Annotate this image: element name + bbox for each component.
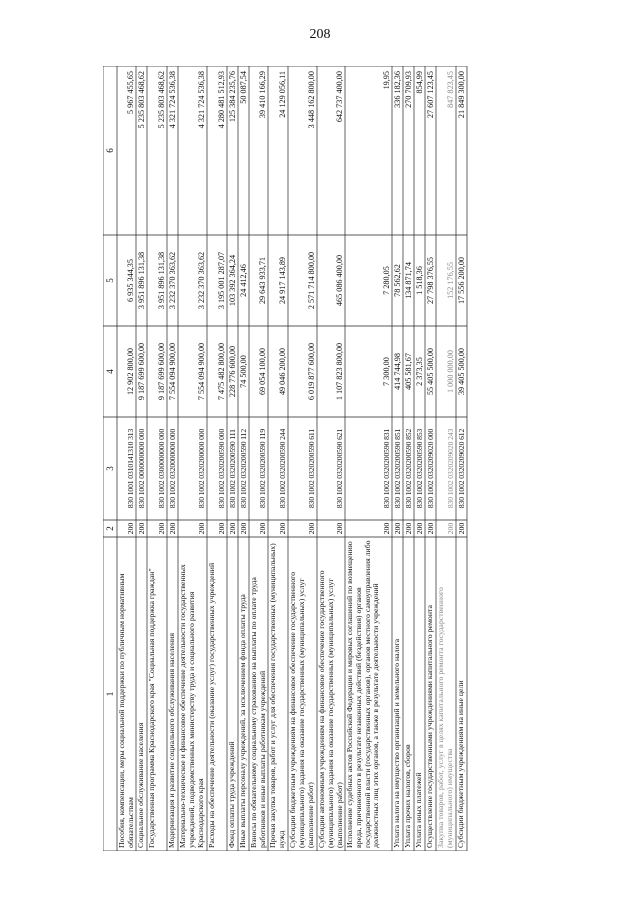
row-remaining-amount: 5 235 803 468,62: [137, 71, 146, 129]
row-description: Модернизация и развитие социального обслуживания населения: [167, 633, 176, 848]
row-executed-amount: 152 176,55: [446, 262, 455, 299]
row-kbk: 830 1002 0320200590 621: [335, 428, 344, 509]
row-remaining-amount: 847 823,45: [446, 71, 455, 108]
row-plan-amount: 7 554 094 900,00: [168, 342, 177, 401]
row-remaining-amount: 270 709,93: [404, 71, 413, 108]
row-plan-amount: 7 475 482 800,00: [217, 342, 226, 401]
row-kbk: 830 1002 0320200590 111: [228, 429, 237, 508]
row-description: Прочая закупка товаров, работ и услуг для обеспечения государственных (муниципальных) нужд: [268, 543, 286, 848]
row-remaining-amount: 854,99: [415, 71, 424, 94]
row-remaining-amount: 336 182,36: [393, 71, 402, 108]
row-code: 200: [446, 522, 455, 535]
row-kbk: 830 1002 0320200590 611: [307, 428, 316, 509]
row-executed-amount: 2 571 714 800,00: [307, 251, 316, 310]
row-plan-amount: 1 107 823 800,00: [335, 342, 344, 401]
row-remaining-amount: 19,95: [382, 71, 391, 90]
row-code: 200: [217, 522, 226, 535]
row-remaining-amount: 4 321 724 536,38: [197, 71, 206, 129]
row-description: Уплата иных платежей: [414, 772, 423, 848]
row-description: Пособия, компенсации, меры социальной поддержки по публичным нормативным обязательствам: [117, 573, 135, 848]
row-executed-amount: 24 412,46: [239, 264, 248, 297]
row-description: Социальное обслуживание населения: [136, 722, 145, 848]
row-code: 200: [382, 522, 391, 535]
header-col-6: 6: [105, 148, 115, 153]
row-code: 200: [278, 522, 287, 535]
row-code: 200: [335, 522, 344, 535]
row-description: Исполнение судебных актов Российской Федерации и мировых соглашений по возмещению вреда, причиненного в результате незаконных действий (бездействия) органов государственной власти (государственных органов), органов местного самоуправления либо должностных лиц этих органов, а также в результате деятельности учреждений: [345, 540, 381, 848]
header-col-1: 1: [104, 691, 115, 697]
row-plan-amount: 55 405 500,00: [426, 347, 435, 396]
row-description: Иные выплаты персоналу учреждений, за исключением фонда оплаты труда: [238, 594, 247, 848]
row-code: 200: [239, 522, 248, 535]
row-executed-amount: 134 871,74: [404, 262, 413, 299]
row-code: 200: [157, 522, 166, 535]
row-kbk: 830 1002 0320200590 853: [415, 428, 424, 509]
row-plan-amount: 12 902 800,00: [126, 347, 135, 396]
row-code: 200: [404, 522, 413, 535]
row-kbk: 830 1002 0320200000 000: [197, 428, 206, 509]
row-executed-amount: 27 798 376,55: [426, 256, 435, 305]
row-remaining-amount: 50 087,54: [239, 71, 248, 104]
row-kbk: 830 1002 0320200590 119: [258, 428, 267, 509]
row-plan-amount: 7 554 094 900,00: [197, 342, 206, 401]
row-kbk: 830 1002 0320000000 000: [168, 428, 177, 509]
row-executed-amount: 3 232 370 363,62: [197, 251, 206, 310]
row-plan-amount: 7 300,00: [382, 357, 391, 386]
row-executed-amount: 78 562,62: [393, 264, 402, 297]
row-plan-amount: 2 373,35: [415, 357, 424, 386]
row-remaining-amount: 125 384 235,76: [228, 71, 237, 123]
row-plan-amount: 405 581,67: [404, 353, 413, 390]
row-kbk: 830 1002 0320209020 612: [457, 428, 466, 509]
row-executed-amount: 7 280,05: [382, 266, 391, 295]
header-col-5: 5: [105, 278, 115, 283]
budget-table: [103, 66, 593, 851]
row-code: 200: [393, 522, 402, 535]
row-description: Расходы на обеспечение деятельности (оказание услуг) государственных учреждений: [207, 562, 216, 848]
row-code: 200: [258, 522, 267, 535]
table-gridlines: [103, 66, 593, 851]
row-kbk: 830 1002 0000000000 000: [137, 428, 146, 509]
row-remaining-amount: 39 410 166,29: [258, 71, 267, 119]
row-kbk: 830 1002 0320209020 243: [446, 428, 455, 509]
row-plan-amount: 6 019 877 600,00: [307, 342, 316, 401]
row-kbk: 830 1002 0320200590 851: [393, 428, 402, 509]
row-executed-amount: 3 232 370 363,62: [168, 251, 177, 310]
row-code: 200: [228, 522, 237, 535]
row-code: 200: [168, 522, 177, 535]
row-plan-amount: 74 500,00: [239, 355, 248, 388]
row-remaining-amount: 3 448 162 800,00: [307, 71, 316, 129]
row-plan-amount: 9 187 699 600,00: [137, 342, 146, 401]
row-executed-amount: 3 951 896 131,38: [157, 251, 166, 310]
row-remaining-amount: 5 967 455,65: [126, 71, 135, 114]
row-kbk: 830 1002 0320200590 112: [239, 428, 248, 509]
header-col-3: 3: [105, 466, 115, 471]
row-plan-amount: 414 744,98: [393, 353, 402, 390]
row-plan-amount: 9 187 699 600,00: [157, 342, 166, 401]
row-code: 200: [137, 522, 146, 535]
row-remaining-amount: 4 321 724 536,38: [168, 71, 177, 129]
row-description: Осуществление государственными учреждениями капитального ремонта: [425, 605, 434, 848]
row-remaining-amount: 5 235 803 468,62: [157, 71, 166, 129]
row-executed-amount: 17 556 200,00: [457, 256, 466, 305]
row-kbk: 830 1001 0310141310 313: [126, 428, 135, 509]
row-plan-amount: 39 405 500,00: [457, 347, 466, 396]
row-remaining-amount: 4 280 481 512,93: [217, 71, 226, 129]
row-plan-amount: 49 046 200,00: [278, 347, 287, 396]
row-remaining-amount: 21 849 300,00: [457, 71, 466, 119]
row-description: Субсидии автономным учреждениям на финансовое обеспечение государственного (муниципального) задания на оказание государственных (муниципальных) услуг (выполнение работ): [317, 570, 344, 848]
row-plan-amount: 69 054 100,00: [258, 347, 267, 396]
row-kbk: 830 1002 0300000000 000: [157, 428, 166, 509]
row-kbk: 830 1002 0320200590 244: [278, 428, 287, 509]
row-plan-amount: 228 776 600,00: [228, 345, 237, 398]
row-code: 200: [126, 522, 135, 535]
row-executed-amount: 103 392 364,24: [228, 254, 237, 307]
header-col-2: 2: [105, 526, 115, 531]
row-kbk: 830 1002 0320200590 852: [404, 428, 413, 509]
row-code: 200: [307, 522, 316, 535]
page-number: 208: [309, 27, 331, 42]
row-executed-amount: 24 917 143,89: [278, 256, 287, 305]
row-description: Закупка товаров, работ, услуг в целях капитального ремонта государственного (муниципального) имущества: [436, 587, 454, 848]
row-description: Субсидии бюджетным учреждениям на финансовое обеспечение государственного (муниципального) задания на оказание государственных (муниципальных) услуг (выполнение работ): [288, 571, 315, 848]
row-executed-amount: 1 518,36: [415, 266, 424, 295]
row-executed-amount: 6 935 344,35: [126, 259, 135, 302]
row-executed-amount: 3 195 001 287,07: [217, 251, 226, 310]
row-remaining-amount: 24 129 056,11: [278, 71, 287, 118]
row-description: Взносы по обязательному социальному страхованию на выплаты по оплате труда работников и иные выплаты работникам учреждений: [249, 577, 267, 848]
row-description: Государственная программа Краснодарского края "Социальная поддержка граждан": [147, 568, 156, 848]
row-description: Уплата налога на имущество организаций и земельного налога: [392, 638, 401, 848]
row-executed-amount: 465 086 400,00: [335, 254, 344, 307]
row-plan-amount: 1 000 000,00: [446, 350, 455, 393]
row-executed-amount: 29 643 933,71: [258, 256, 267, 305]
row-description: Фонд оплаты труда учреждений: [227, 741, 236, 848]
row-kbk: 830 1002 0320200590 000: [217, 428, 226, 509]
row-remaining-amount: 642 737 400,00: [335, 71, 344, 123]
row-code: 200: [415, 522, 424, 535]
row-kbk: 830 1002 0320209020 000: [426, 428, 435, 509]
row-executed-amount: 3 951 896 131,38: [137, 251, 146, 310]
row-code: 200: [457, 522, 466, 535]
row-code: 200: [197, 522, 206, 535]
row-description: Уплата прочих налогов, сборов: [403, 744, 412, 848]
header-col-4: 4: [105, 369, 115, 374]
row-description: Материально-техническое и финансовое обеспечение деятельности государственных учреждений, подведомственных министерству труда и социального развития Краснодарского края: [178, 564, 205, 848]
row-description: Субсидии бюджетным учреждениям на иные цели: [456, 680, 465, 848]
row-kbk: 830 1002 0320200590 831: [382, 428, 391, 509]
row-remaining-amount: 27 607 123,45: [426, 71, 435, 119]
row-code: 200: [426, 522, 435, 535]
